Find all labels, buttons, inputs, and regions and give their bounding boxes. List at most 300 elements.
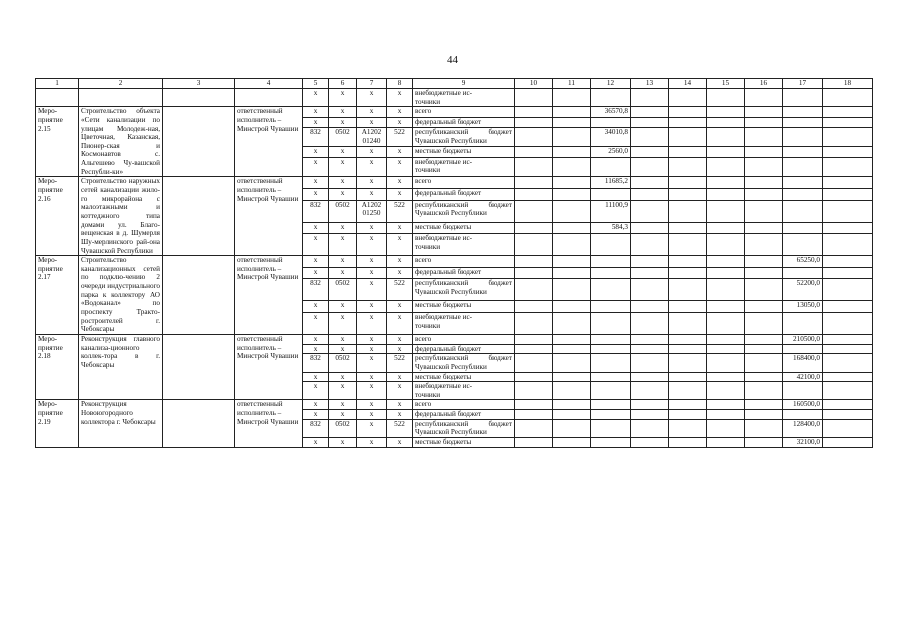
- column-number: 15: [707, 79, 745, 89]
- amount-cell: [515, 147, 553, 157]
- amount-cell: [823, 279, 873, 301]
- amount-cell: [745, 89, 783, 107]
- column-number: 18: [823, 79, 873, 89]
- empty-cell: [163, 400, 235, 447]
- code-cell: x: [387, 234, 413, 256]
- amount-cell: [745, 334, 783, 344]
- code-cell: x: [303, 117, 329, 127]
- measure-name: Строительство канализационных сетей по подклю-чению 2 очереди индустриального парка к коллектору АО «Водоканал» по проспекту Тракто-ростроителей г. Чебоксары: [79, 256, 163, 335]
- amount-col-17: 13050,0: [783, 301, 823, 313]
- amount-cell: [669, 334, 707, 344]
- amount-cell: [823, 107, 873, 117]
- amount-col-17: [783, 267, 823, 279]
- amount-col-12: [591, 400, 631, 410]
- column-number: 11: [553, 79, 591, 89]
- amount-cell: [823, 437, 873, 447]
- code-cell: x: [357, 189, 387, 201]
- amount-col-12: [591, 279, 631, 301]
- amount-col-12: [591, 437, 631, 447]
- amount-cell: [515, 256, 553, 268]
- table-row: [36, 400, 873, 410]
- amount-col-12: [591, 117, 631, 127]
- amount-cell: [631, 312, 669, 334]
- code-cell: x: [303, 157, 329, 177]
- amount-col-12: [591, 382, 631, 400]
- funding-source: федеральный бюджет: [413, 117, 515, 127]
- code-cell: 0502: [329, 127, 357, 147]
- amount-cell: [823, 177, 873, 189]
- amount-col-12: [591, 419, 631, 437]
- code-cell: 832: [303, 127, 329, 147]
- code-cell: x: [357, 419, 387, 437]
- code-cell: x: [387, 437, 413, 447]
- column-number: 8: [387, 79, 413, 89]
- code-cell: x: [303, 312, 329, 334]
- amount-cell: [823, 410, 873, 420]
- amount-col-17: 32100,0: [783, 437, 823, 447]
- amount-cell: [631, 334, 669, 344]
- amount-col-12: [591, 256, 631, 268]
- amount-cell: [707, 147, 745, 157]
- amount-cell: [707, 410, 745, 420]
- code-cell: x: [357, 382, 387, 400]
- amount-cell: [707, 234, 745, 256]
- measure-executor: ответственный исполнитель – Минстрой Чувашии: [235, 334, 303, 399]
- amount-cell: [669, 372, 707, 382]
- measure-executor: ответственный исполнитель – Минстрой Чувашии: [235, 107, 303, 177]
- amount-cell: [669, 177, 707, 189]
- code-cell: x: [303, 344, 329, 354]
- amount-cell: [515, 107, 553, 117]
- amount-cell: [553, 334, 591, 344]
- amount-cell: [631, 256, 669, 268]
- code-cell: x: [387, 89, 413, 107]
- amount-cell: [823, 419, 873, 437]
- empty-cell: [163, 107, 235, 177]
- amount-cell: [823, 344, 873, 354]
- column-number: 13: [631, 79, 669, 89]
- amount-cell: [553, 312, 591, 334]
- amount-cell: [553, 117, 591, 127]
- code-cell: x: [357, 334, 387, 344]
- funding-source: внебюджетные ис- точники: [413, 312, 515, 334]
- funding-source: местные бюджеты: [413, 301, 515, 313]
- amount-cell: [631, 107, 669, 117]
- amount-cell: [553, 127, 591, 147]
- measure-label: Меро- приятие 2.17: [36, 256, 79, 335]
- amount-col-12: 11685,2: [591, 177, 631, 189]
- measure-label: Меро- приятие 2.16: [36, 177, 79, 256]
- funding-source: местные бюджеты: [413, 147, 515, 157]
- code-cell: x: [387, 177, 413, 189]
- amount-col-12: [591, 189, 631, 201]
- amount-cell: [745, 437, 783, 447]
- amount-cell: [515, 419, 553, 437]
- amount-col-17: [783, 382, 823, 400]
- code-cell: x: [357, 222, 387, 234]
- amount-cell: [669, 419, 707, 437]
- funding-source: всего: [413, 256, 515, 268]
- funding-source: всего: [413, 107, 515, 117]
- table-row: [36, 89, 873, 107]
- code-cell: x: [357, 234, 387, 256]
- code-cell: 0502: [329, 200, 357, 222]
- code-cell: x: [329, 256, 357, 268]
- amount-cell: [823, 117, 873, 127]
- amount-cell: [631, 400, 669, 410]
- code-cell: x: [357, 256, 387, 268]
- amount-cell: [745, 279, 783, 301]
- code-cell: x: [303, 410, 329, 420]
- amount-cell: [707, 312, 745, 334]
- amount-cell: [745, 400, 783, 410]
- code-cell: x: [357, 89, 387, 107]
- code-cell: x: [387, 312, 413, 334]
- amount-col-17: [783, 189, 823, 201]
- amount-cell: [707, 344, 745, 354]
- measure-label: Меро- приятие 2.18: [36, 334, 79, 399]
- table-row: [36, 107, 873, 117]
- empty-cell: [163, 177, 235, 256]
- code-cell: x: [357, 117, 387, 127]
- amount-col-17: [783, 344, 823, 354]
- amount-cell: [631, 382, 669, 400]
- measure-label: Меро- приятие 2.15: [36, 107, 79, 177]
- amount-cell: [553, 147, 591, 157]
- code-cell: x: [387, 107, 413, 117]
- amount-col-17: [783, 107, 823, 117]
- budget-table: [35, 78, 873, 448]
- code-cell: 522: [387, 419, 413, 437]
- funding-source: всего: [413, 400, 515, 410]
- code-cell: x: [303, 301, 329, 313]
- amount-cell: [745, 107, 783, 117]
- column-number: 14: [669, 79, 707, 89]
- code-cell: x: [387, 222, 413, 234]
- measure-label: Меро- приятие 2.19: [36, 400, 79, 447]
- amount-cell: [553, 344, 591, 354]
- amount-col-12: [591, 372, 631, 382]
- code-cell: 522: [387, 127, 413, 147]
- amount-cell: [745, 419, 783, 437]
- amount-cell: [707, 107, 745, 117]
- amount-cell: [669, 279, 707, 301]
- amount-cell: [553, 107, 591, 117]
- column-number: 6: [329, 79, 357, 89]
- amount-cell: [745, 189, 783, 201]
- code-cell: x: [387, 301, 413, 313]
- amount-cell: [823, 312, 873, 334]
- amount-cell: [707, 279, 745, 301]
- amount-cell: [553, 354, 591, 372]
- empty-cell: [235, 89, 303, 107]
- amount-cell: [631, 410, 669, 420]
- empty-cell: [163, 334, 235, 399]
- column-number: 7: [357, 79, 387, 89]
- amount-cell: [823, 200, 873, 222]
- amount-cell: [553, 410, 591, 420]
- amount-cell: [707, 222, 745, 234]
- amount-cell: [631, 89, 669, 107]
- code-cell: x: [329, 372, 357, 382]
- code-cell: x: [387, 267, 413, 279]
- amount-cell: [707, 301, 745, 313]
- amount-col-12: [591, 312, 631, 334]
- amount-cell: [745, 410, 783, 420]
- amount-cell: [745, 312, 783, 334]
- amount-cell: [553, 382, 591, 400]
- amount-cell: [745, 354, 783, 372]
- funding-source: внебюджетные ис- точники: [413, 382, 515, 400]
- page-number: 44: [447, 54, 458, 66]
- funding-source: федеральный бюджет: [413, 410, 515, 420]
- code-cell: x: [357, 344, 387, 354]
- amount-cell: [515, 382, 553, 400]
- amount-cell: [707, 89, 745, 107]
- amount-cell: [631, 189, 669, 201]
- amount-cell: [553, 177, 591, 189]
- amount-cell: [631, 354, 669, 372]
- amount-cell: [669, 189, 707, 201]
- amount-cell: [631, 372, 669, 382]
- amount-cell: [745, 382, 783, 400]
- code-cell: 522: [387, 200, 413, 222]
- amount-cell: [669, 267, 707, 279]
- amount-cell: [823, 157, 873, 177]
- funding-source: местные бюджеты: [413, 437, 515, 447]
- amount-cell: [707, 267, 745, 279]
- code-cell: x: [329, 312, 357, 334]
- amount-cell: [631, 117, 669, 127]
- amount-col-17: [783, 312, 823, 334]
- amount-col-12: 36570,8: [591, 107, 631, 117]
- code-cell: 0502: [329, 419, 357, 437]
- column-number: 2: [79, 79, 163, 89]
- amount-cell: [707, 334, 745, 344]
- code-cell: x: [329, 234, 357, 256]
- amount-cell: [707, 200, 745, 222]
- amount-cell: [745, 372, 783, 382]
- code-cell: x: [303, 256, 329, 268]
- amount-cell: [823, 400, 873, 410]
- amount-col-17: [783, 117, 823, 127]
- amount-cell: [745, 127, 783, 147]
- amount-cell: [823, 234, 873, 256]
- code-cell: x: [387, 334, 413, 344]
- code-cell: 832: [303, 419, 329, 437]
- amount-cell: [707, 177, 745, 189]
- amount-col-17: 52200,0: [783, 279, 823, 301]
- code-cell: x: [357, 437, 387, 447]
- code-cell: x: [303, 437, 329, 447]
- amount-cell: [515, 334, 553, 344]
- column-number: 10: [515, 79, 553, 89]
- code-cell: x: [303, 107, 329, 117]
- amount-cell: [823, 267, 873, 279]
- column-number: 3: [163, 79, 235, 89]
- amount-cell: [707, 419, 745, 437]
- amount-cell: [553, 157, 591, 177]
- amount-cell: [669, 301, 707, 313]
- amount-cell: [669, 382, 707, 400]
- amount-col-17: 42100,0: [783, 372, 823, 382]
- column-number: 1: [36, 79, 79, 89]
- amount-cell: [669, 312, 707, 334]
- amount-cell: [631, 200, 669, 222]
- code-cell: x: [357, 410, 387, 420]
- amount-cell: [823, 147, 873, 157]
- amount-cell: [515, 222, 553, 234]
- code-cell: x: [329, 189, 357, 201]
- code-cell: x: [303, 334, 329, 344]
- code-cell: x: [329, 117, 357, 127]
- amount-col-12: [591, 89, 631, 107]
- code-cell: x: [387, 410, 413, 420]
- code-cell: x: [329, 334, 357, 344]
- amount-cell: [631, 344, 669, 354]
- amount-cell: [823, 334, 873, 344]
- code-cell: x: [329, 400, 357, 410]
- amount-cell: [515, 117, 553, 127]
- amount-cell: [745, 256, 783, 268]
- amount-cell: [515, 267, 553, 279]
- amount-cell: [515, 410, 553, 420]
- code-cell: 0502: [329, 354, 357, 372]
- empty-cell: [163, 256, 235, 335]
- amount-cell: [515, 372, 553, 382]
- code-cell: x: [329, 410, 357, 420]
- amount-col-12: [591, 334, 631, 344]
- code-cell: 522: [387, 354, 413, 372]
- amount-cell: [515, 279, 553, 301]
- code-cell: 0502: [329, 279, 357, 301]
- amount-cell: [823, 189, 873, 201]
- funding-source: республиканский бюджет Чувашской Республики: [413, 354, 515, 372]
- amount-cell: [707, 256, 745, 268]
- empty-cell: [79, 89, 163, 107]
- amount-col-17: 65250,0: [783, 256, 823, 268]
- code-cell: x: [387, 256, 413, 268]
- amount-col-17: 168400,0: [783, 354, 823, 372]
- amount-cell: [823, 372, 873, 382]
- funding-source: федеральный бюджет: [413, 267, 515, 279]
- amount-cell: [631, 437, 669, 447]
- amount-cell: [669, 344, 707, 354]
- amount-cell: [515, 234, 553, 256]
- amount-cell: [553, 437, 591, 447]
- amount-cell: [745, 177, 783, 189]
- amount-col-17: [783, 222, 823, 234]
- column-numbers-row: [36, 79, 873, 89]
- amount-cell: [669, 127, 707, 147]
- amount-cell: [745, 147, 783, 157]
- code-cell: x: [387, 400, 413, 410]
- amount-cell: [631, 234, 669, 256]
- measure-name: Строительство наружных сетей канализации жило-го микрорайона с малоэтажными и коттеджного типа домами ул. Благо-вещенская в д. Шумерля Шу-мерлинского рай-она Чувашской Республики: [79, 177, 163, 256]
- funding-source: республиканский бюджет Чувашской Республики: [413, 127, 515, 147]
- amount-cell: [631, 419, 669, 437]
- amount-col-12: [591, 301, 631, 313]
- table-row: [36, 334, 873, 344]
- code-cell: А1202 01250: [357, 200, 387, 222]
- column-number: 12: [591, 79, 631, 89]
- code-cell: x: [303, 372, 329, 382]
- amount-col-12: [591, 157, 631, 177]
- code-cell: x: [387, 344, 413, 354]
- amount-cell: [823, 89, 873, 107]
- amount-cell: [553, 279, 591, 301]
- code-cell: x: [357, 279, 387, 301]
- amount-cell: [515, 344, 553, 354]
- amount-cell: [745, 301, 783, 313]
- amount-col-17: [783, 410, 823, 420]
- amount-cell: [745, 200, 783, 222]
- amount-col-17: [783, 157, 823, 177]
- code-cell: x: [329, 437, 357, 447]
- code-cell: x: [303, 189, 329, 201]
- table-row: [36, 177, 873, 189]
- code-cell: x: [387, 372, 413, 382]
- amount-cell: [745, 117, 783, 127]
- code-cell: А1202 01240: [357, 127, 387, 147]
- funding-source: всего: [413, 334, 515, 344]
- amount-col-12: 2560,0: [591, 147, 631, 157]
- code-cell: x: [387, 117, 413, 127]
- amount-cell: [669, 89, 707, 107]
- code-cell: x: [303, 267, 329, 279]
- amount-cell: [631, 279, 669, 301]
- code-cell: x: [357, 147, 387, 157]
- amount-cell: [553, 189, 591, 201]
- amount-cell: [669, 437, 707, 447]
- code-cell: x: [357, 354, 387, 372]
- amount-col-17: 128400,0: [783, 419, 823, 437]
- amount-cell: [669, 117, 707, 127]
- amount-cell: [631, 157, 669, 177]
- funding-source: республиканский бюджет Чувашской Республики: [413, 419, 515, 437]
- code-cell: x: [357, 267, 387, 279]
- code-cell: x: [387, 382, 413, 400]
- code-cell: x: [329, 344, 357, 354]
- amount-col-17: [783, 177, 823, 189]
- funding-source: всего: [413, 177, 515, 189]
- code-cell: x: [357, 301, 387, 313]
- code-cell: 522: [387, 279, 413, 301]
- amount-cell: [553, 267, 591, 279]
- amount-cell: [745, 234, 783, 256]
- amount-cell: [707, 382, 745, 400]
- amount-col-12: 584,3: [591, 222, 631, 234]
- amount-cell: [515, 301, 553, 313]
- code-cell: x: [303, 400, 329, 410]
- amount-cell: [669, 400, 707, 410]
- amount-cell: [707, 127, 745, 147]
- amount-cell: [515, 89, 553, 107]
- amount-cell: [515, 354, 553, 372]
- code-cell: x: [357, 157, 387, 177]
- amount-cell: [707, 372, 745, 382]
- empty-cell: [36, 89, 79, 107]
- code-cell: x: [303, 222, 329, 234]
- amount-cell: [745, 222, 783, 234]
- amount-col-12: [591, 344, 631, 354]
- code-cell: x: [357, 107, 387, 117]
- funding-source: местные бюджеты: [413, 222, 515, 234]
- measure-name: Реконструкция Новоюгородного коллектора г. Чебоксары: [79, 400, 163, 447]
- column-number: 16: [745, 79, 783, 89]
- amount-cell: [707, 437, 745, 447]
- measure-executor: ответственный исполнитель – Минстрой Чувашии: [235, 256, 303, 335]
